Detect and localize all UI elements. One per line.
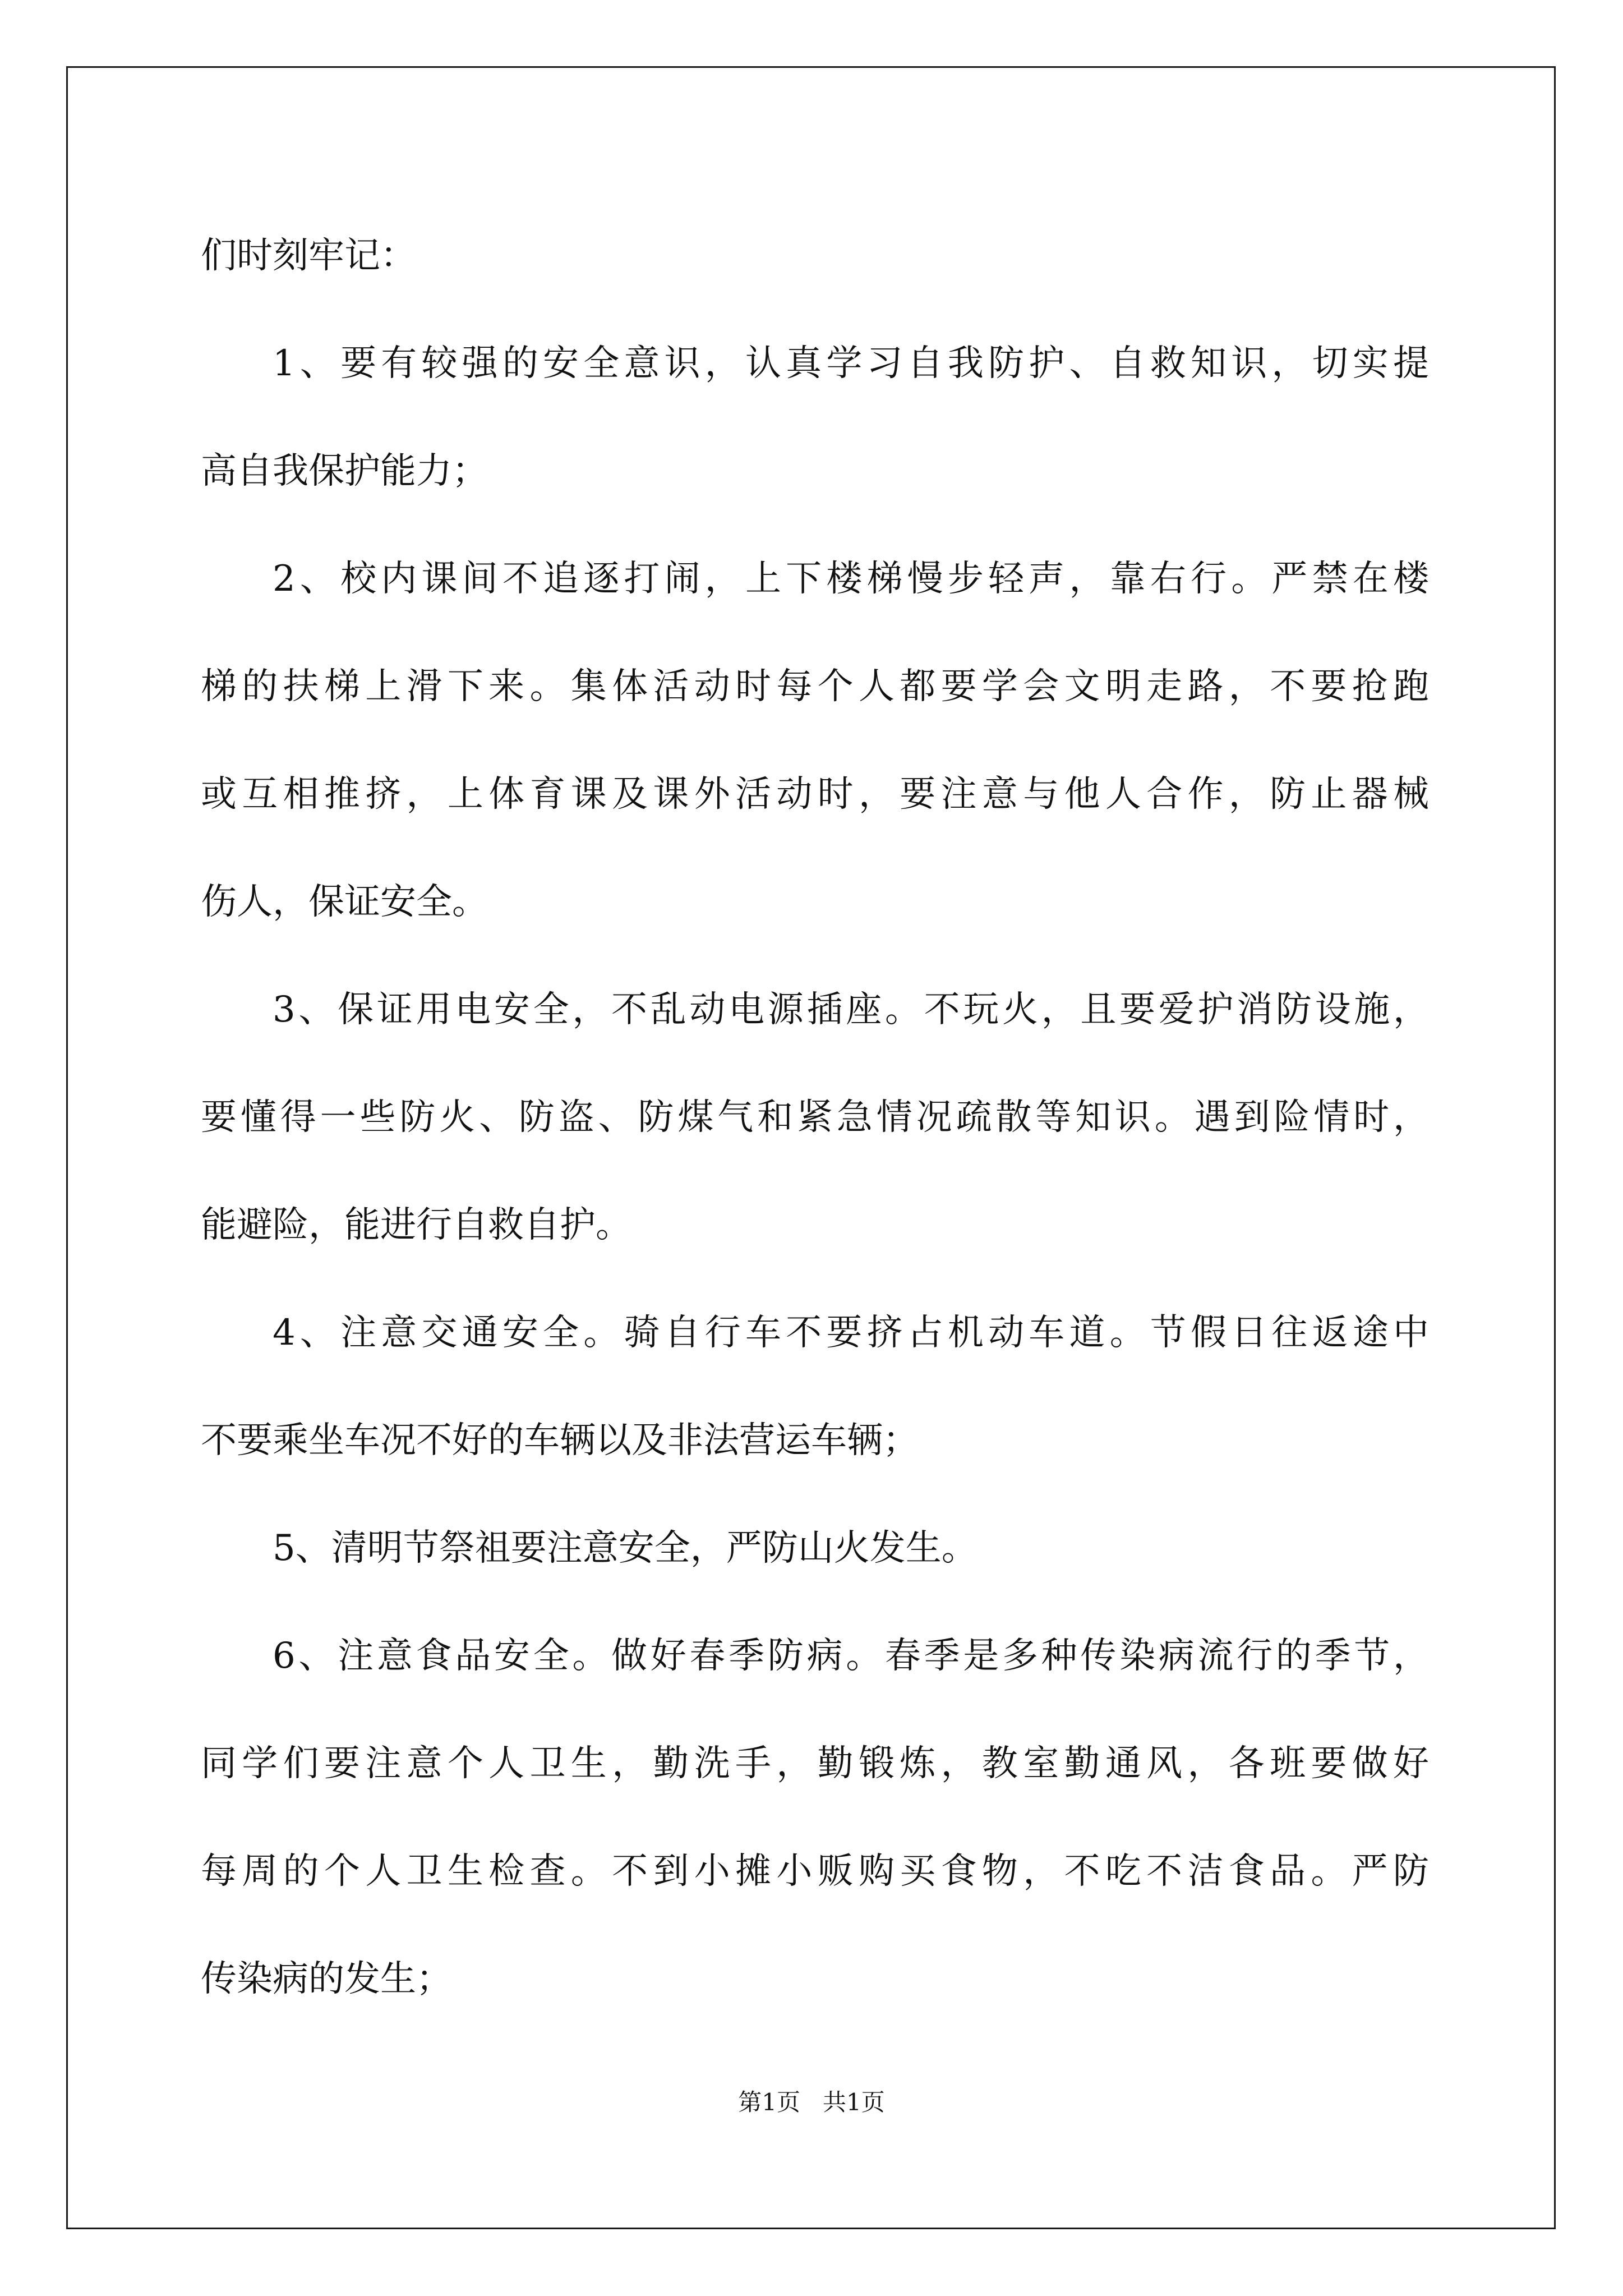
text-line: 能避险，能进行自救自护。 — [201, 1204, 631, 1246]
text-line: 2、校内课间不追逐打闹，上下楼梯慢步轻声，靠右行。严禁在楼 — [273, 558, 1429, 600]
text-line: 伤人，保证安全。 — [201, 881, 488, 923]
page-footer: 第1页 共1页 — [738, 2088, 885, 2116]
text-line: 6、注意食品安全。做好春季防病。春季是多种传染病流行的季节， — [273, 1635, 1429, 1677]
text-line: 梯的扶梯上滑下来。集体活动时每个人都要学会文明走路，不要抢跑 — [201, 666, 1429, 707]
text-line: 传染病的发生； — [201, 1958, 452, 2000]
text-line: 5、清明节祭祖要注意安全，严防山火发生。 — [273, 1527, 978, 1569]
text-line: 不要乘坐车况不好的车辆以及非法营运车辆； — [201, 1420, 919, 1461]
document-body — [201, 202, 1429, 2033]
text-line: 4、注意交通安全。骑自行车不要挤占机动车道。节假日往返途中 — [273, 1312, 1429, 1354]
text-line: 高自我保护能力； — [201, 450, 488, 492]
text-line: 3、保证用电安全，不乱动电源插座。不玩火，且要爱护消防设施， — [273, 989, 1429, 1030]
text-line: 1、要有较强的安全意识，认真学习自我防护、自救知识，切实提 — [273, 343, 1429, 384]
text-line: 同学们要注意个人卫生，勤洗手，勤锻炼，教室勤通风，各班要做好 — [201, 1743, 1429, 1784]
text-line: 每周的个人卫生检查。不到小摊小贩购买食物，不吃不洁食品。严防 — [201, 1851, 1429, 1892]
text-line: 或互相推挤，上体育课及课外活动时，要注意与他人合作，防止器械 — [201, 774, 1429, 815]
text-line: 要懂得一些防火、防盗、防煤气和紧急情况疏散等知识。遇到险情时， — [201, 1097, 1429, 1138]
text-line: 们时刻牢记： — [201, 235, 416, 277]
